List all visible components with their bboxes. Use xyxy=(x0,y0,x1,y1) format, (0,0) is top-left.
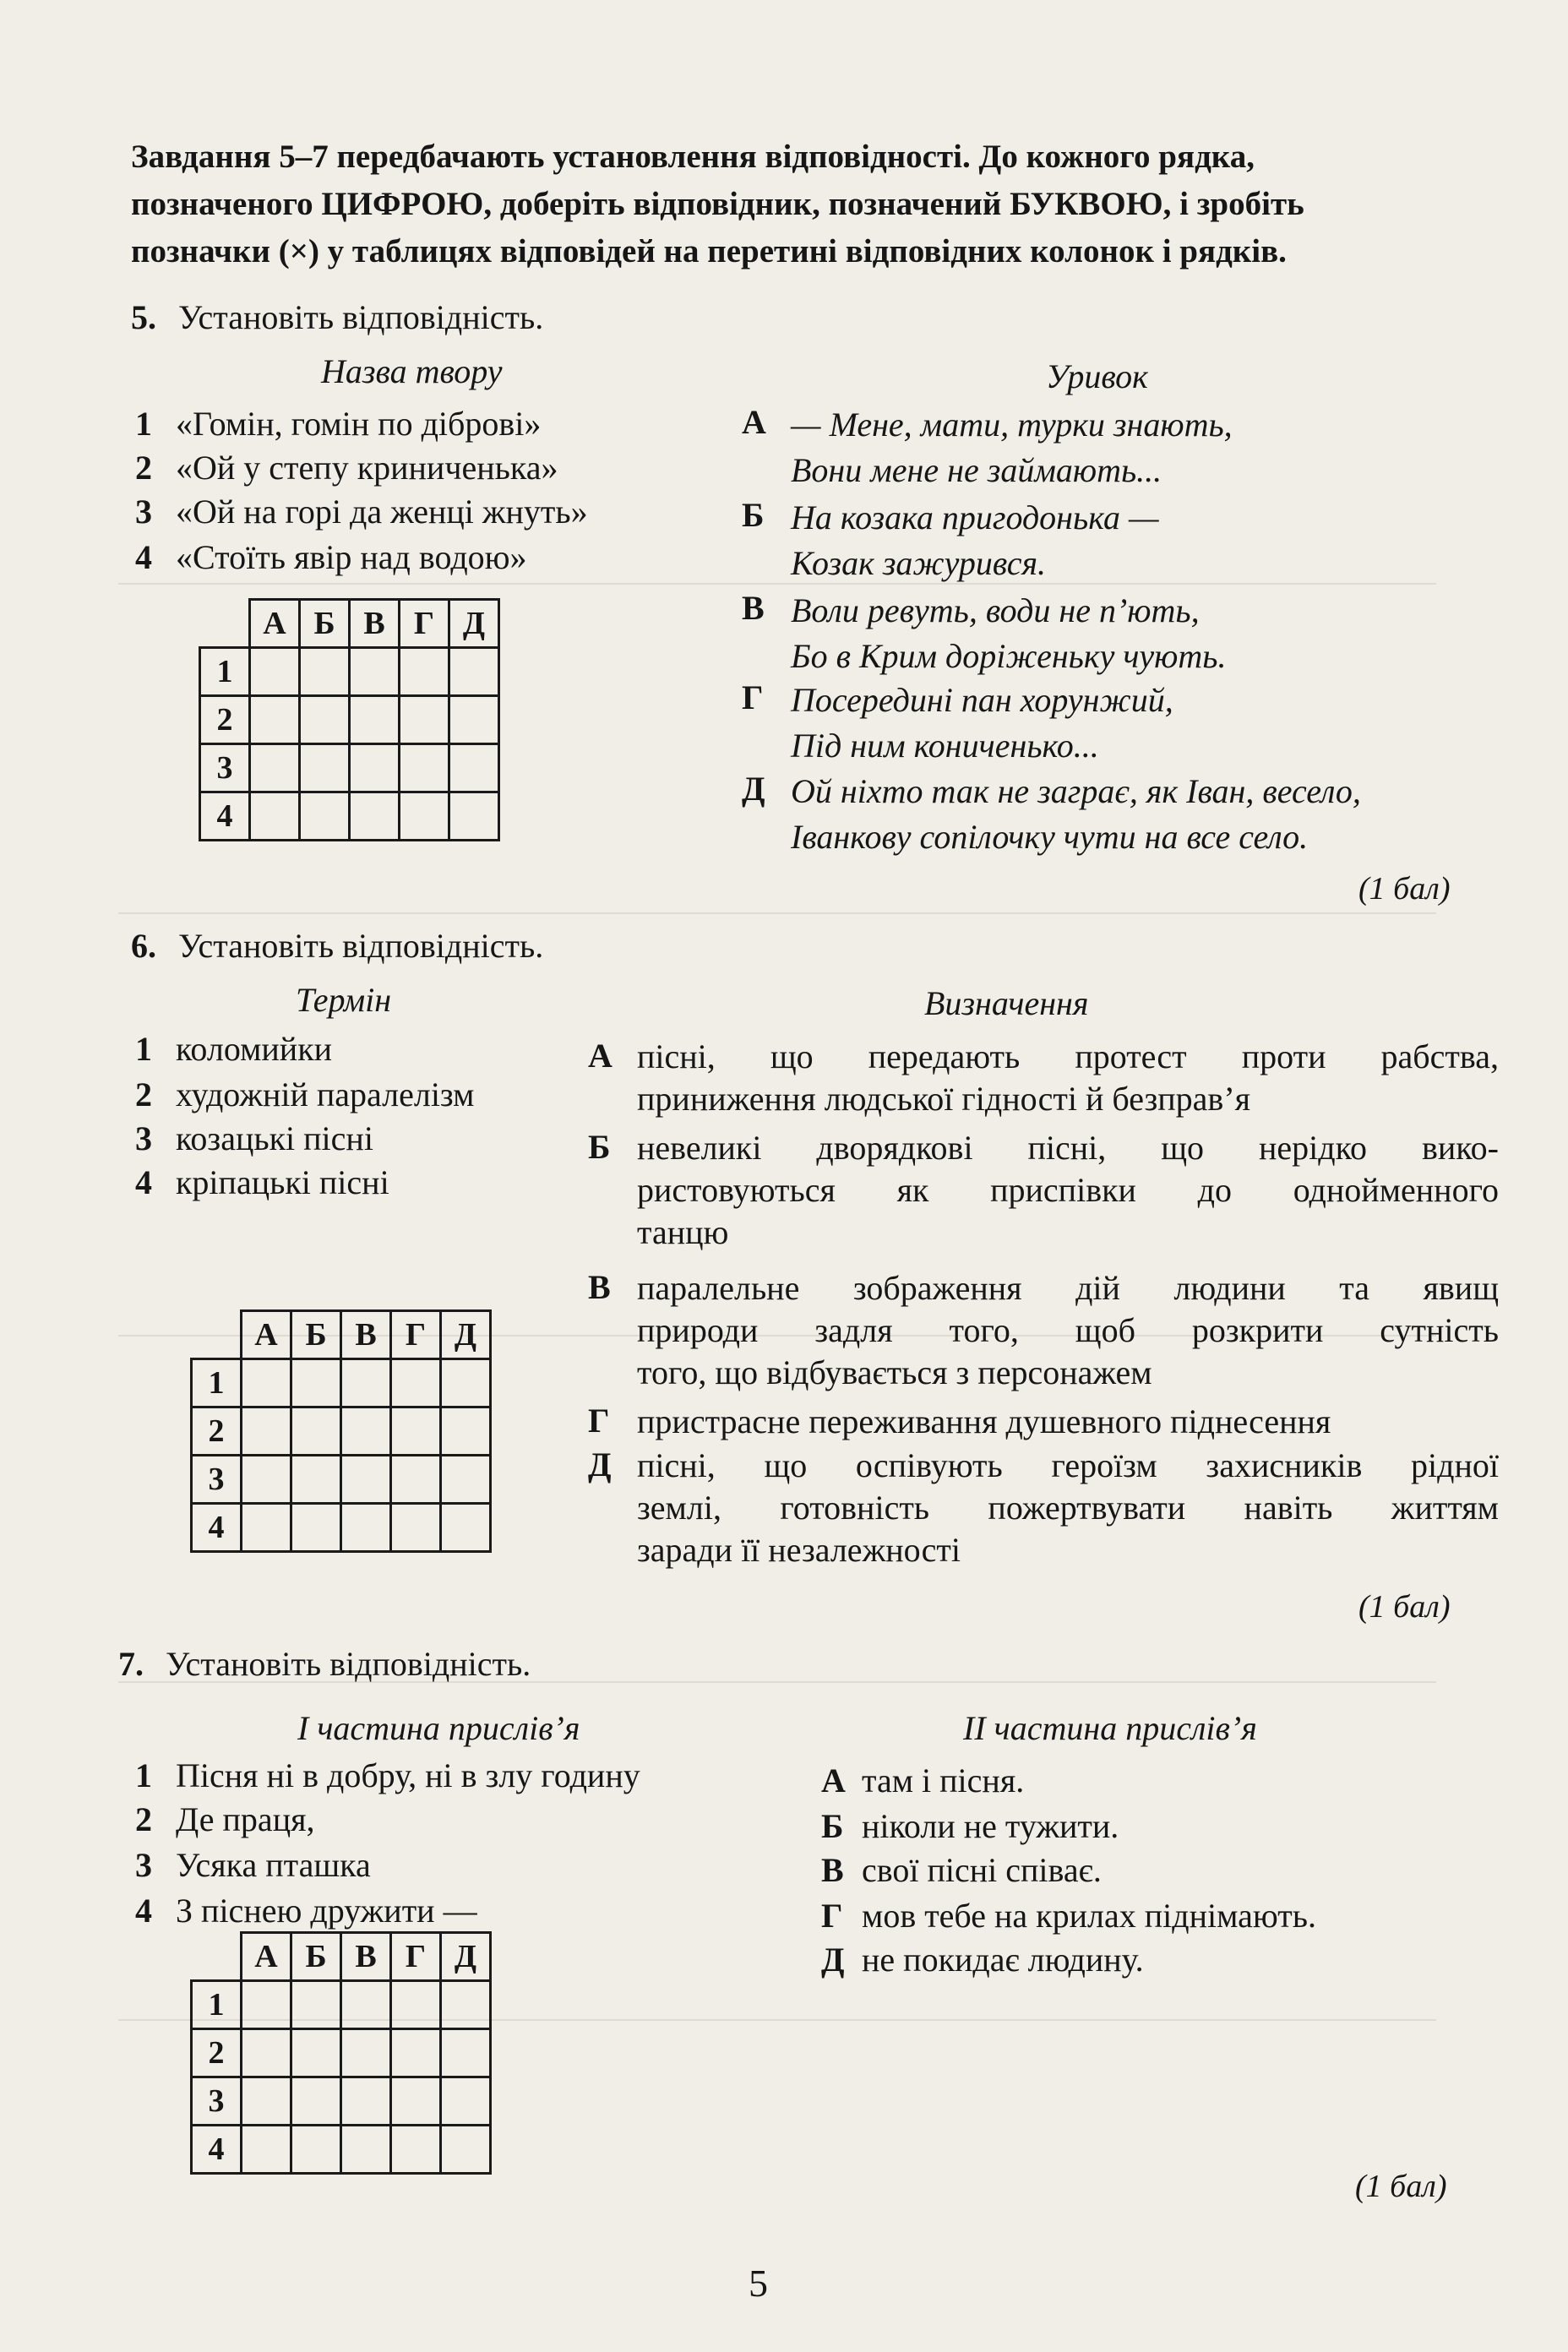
answer-cell[interactable] xyxy=(242,1359,291,1407)
answer-cell[interactable] xyxy=(350,744,400,792)
task7-left-header: I частина прислів’я xyxy=(297,1709,580,1747)
grid-col-header: В xyxy=(341,1933,391,1981)
answer-cell[interactable] xyxy=(242,1456,291,1504)
answer-cell[interactable] xyxy=(250,696,300,744)
task5-left-header: Назва твору xyxy=(321,352,503,390)
grid-row-header: 4 xyxy=(200,792,250,841)
instructions-line: позначеного ЦИФРОЮ, доберіть відповідник, позначений БУКВОЮ, і зробіть xyxy=(131,186,1304,222)
answer-cell[interactable] xyxy=(400,696,449,744)
grid-row-header: 3 xyxy=(192,1456,242,1504)
grid-col-header: Д xyxy=(449,600,499,648)
task7-item: 1 Пісня ні в добру, ні в злу годину xyxy=(135,1756,640,1794)
grid-row-header: 1 xyxy=(192,1359,242,1407)
answer-cell[interactable] xyxy=(391,1359,441,1407)
task7-option-b: Б ніколи не тужити. xyxy=(821,1807,1119,1845)
instructions-line: позначки (×) у таблицях відповідей на перетині відповідних колонок і рядків. xyxy=(131,233,1287,270)
task7-answer-grid xyxy=(190,1931,492,2175)
answer-cell[interactable] xyxy=(391,2029,441,2077)
answer-cell[interactable] xyxy=(291,1504,341,1552)
task7-heading xyxy=(118,1644,531,1684)
grid-col-header: А xyxy=(250,600,300,648)
task5-heading xyxy=(131,297,543,337)
grid-row-header: 3 xyxy=(200,744,250,792)
answer-cell[interactable] xyxy=(441,2126,491,2174)
answer-cell[interactable] xyxy=(300,648,350,696)
grid-col-header: Д xyxy=(441,1311,491,1359)
task6-right-header: Визначення xyxy=(924,984,1089,1022)
answer-cell[interactable] xyxy=(441,2077,491,2126)
answer-cell[interactable] xyxy=(441,1407,491,1456)
answer-cell[interactable] xyxy=(449,696,499,744)
task6-score: (1 бал) xyxy=(1358,1589,1451,1625)
grid-col-header: В xyxy=(350,600,400,648)
task5-item: 4 «Стоїть явір над водою» xyxy=(135,538,527,576)
task7-item: 4 З піснею дружити — xyxy=(135,1892,477,1930)
answer-cell[interactable] xyxy=(449,744,499,792)
answer-cell[interactable] xyxy=(441,1981,491,2029)
grid-row-header: 1 xyxy=(192,1981,242,2029)
answer-cell[interactable] xyxy=(400,648,449,696)
answer-cell[interactable] xyxy=(291,2077,341,2126)
task7-item: 2 Де праця, xyxy=(135,1800,315,1838)
answer-cell[interactable] xyxy=(341,2126,391,2174)
task6-item: 4 кріпацькі пісні xyxy=(135,1163,389,1201)
grid-col-header: Г xyxy=(400,600,449,648)
answer-cell[interactable] xyxy=(449,648,499,696)
answer-cell[interactable] xyxy=(441,1456,491,1504)
task6-item: 2 художній паралелізм xyxy=(135,1075,475,1113)
answer-cell[interactable] xyxy=(391,1456,441,1504)
answer-cell[interactable] xyxy=(441,1504,491,1552)
grid-row-header: 4 xyxy=(192,2126,242,2174)
answer-cell[interactable] xyxy=(391,1407,441,1456)
task7-option-a: А там і пісня. xyxy=(821,1761,1025,1799)
grid-col-header: А xyxy=(242,1311,291,1359)
task7-title: Установіть відповідність. xyxy=(166,1645,531,1683)
task6-heading xyxy=(131,926,543,966)
answer-cell[interactable] xyxy=(341,1456,391,1504)
answer-cell[interactable] xyxy=(291,1359,341,1407)
grid-row-header: 1 xyxy=(200,648,250,696)
grid-row-header: 3 xyxy=(192,2077,242,2126)
worksheet-page: Завдання 5–7 передбачають установлення відповідності. До кожного рядка, позначеного ЦИФРОЮ, доберіть відповідник, позначений БУКВОЮ, і зробіть позначки (×) у таблицях відповідей на перетині відповідних колонок і рядків. 5. Установіть відповідність. Назва твору Уривок 1 «Гомін, гомін по діброві» 2 «Ой у степу криниченька» 3 «Ой на горі да женці жнуть» 4 «Стоїть явір над водою» А — Мене, мати, турки знають, Вони мене не займають... Б На козака пригодонька — Козак зажурився. В Воли ревуть, води не п’ють, Бо в Крим доріженьку чують. Г Посередині пан хорунжий, Під ним кониченько... Д Ой ніхто так не заграє, як Іван, весело, Іванкову сопілочку чути на все село. (1 бал) А Б В Г Д 1 2 3 4 6. Установіть відповідність. Термін Визначення 1 коломийки 2 художній паралелізм 3 козацькі пісні 4 кріпацькі пісні А пісні, що передають протест проти рабства, приниження людської гідності й безправ’я Б невеликі дворядкові пісні, що нерідко вико- ристовуються як приспівки до однойменного танцю В паралельне зображення дій людини та явищ природи задля того, щоб розкрити сутність того, що відбувається з персонажем Г пристрасне переживання душевного піднесення Д пісні, що оспівують героїзм захисників рідної землі, готовність пожертвувати навіть життям заради її незалежності (1 бал) А Б В Г Д 1 2 3 4 7. Установіть відповідність. I частина прислів’я II частина прислів’я 1 Пісня ні в добру, ні в злу годину 2 Де праця, 3 Усяка пташка 4 З піснею дружити — А там і пісня. Б ніколи не тужити. В свої пісні співає. Г мов тебе на крилах піднімають. Д не покидає людину. А Б В Г Д 1 2 3 4 (1 бал) 5 xyxy=(0,0,1568,2352)
grid-col-header: Г xyxy=(391,1311,441,1359)
answer-cell[interactable] xyxy=(350,648,400,696)
answer-cell[interactable] xyxy=(250,648,300,696)
instructions xyxy=(131,133,1483,275)
task5-number: 5. xyxy=(131,298,156,336)
answer-cell[interactable] xyxy=(391,1981,441,2029)
task7-option-d: Г мов тебе на крилах піднімають. xyxy=(821,1897,1316,1935)
answer-cell[interactable] xyxy=(250,744,300,792)
grid-col-header: А xyxy=(242,1933,291,1981)
grid-col-header: Д xyxy=(441,1933,491,1981)
answer-cell[interactable] xyxy=(242,2126,291,2174)
instructions-line: Завдання 5–7 передбачають установлення відповідності. До кожного рядка, xyxy=(131,139,1255,175)
answer-cell[interactable] xyxy=(250,792,300,841)
task7-number: 7. xyxy=(118,1645,144,1683)
answer-cell[interactable] xyxy=(300,696,350,744)
task5-right-header: Уривок xyxy=(1046,357,1148,395)
task6-title: Установіть відповідність. xyxy=(178,927,544,965)
grid-col-header: Г xyxy=(391,1933,441,1981)
answer-cell[interactable] xyxy=(291,1981,341,2029)
answer-cell[interactable] xyxy=(242,2077,291,2126)
answer-cell[interactable] xyxy=(391,2077,441,2126)
answer-cell[interactable] xyxy=(400,744,449,792)
answer-cell[interactable] xyxy=(341,1359,391,1407)
task6-left-header: Термін xyxy=(296,981,392,1019)
grid-col-header: Б xyxy=(300,600,350,648)
task7-right-header: II частина прислів’я xyxy=(963,1709,1257,1747)
grid-row-header: 2 xyxy=(192,1407,242,1456)
answer-cell[interactable] xyxy=(300,744,350,792)
task5-answer-grid xyxy=(199,598,500,841)
answer-cell[interactable] xyxy=(291,1407,341,1456)
answer-cell[interactable] xyxy=(242,1504,291,1552)
answer-cell[interactable] xyxy=(391,2126,441,2174)
answer-cell[interactable] xyxy=(291,1456,341,1504)
answer-cell[interactable] xyxy=(242,2029,291,2077)
answer-cell[interactable] xyxy=(341,1981,391,2029)
grid-col-header: В xyxy=(341,1311,391,1359)
task6-item: 3 козацькі пісні xyxy=(135,1119,373,1157)
task6-number: 6. xyxy=(131,927,156,965)
answer-cell[interactable] xyxy=(300,792,350,841)
answer-cell[interactable] xyxy=(350,696,400,744)
answer-cell[interactable] xyxy=(441,1359,491,1407)
answer-cell[interactable] xyxy=(391,1504,441,1552)
task6-item: 1 коломийки xyxy=(135,1030,333,1068)
answer-cell[interactable] xyxy=(341,2077,391,2126)
task7-option-e: Д не покидає людину. xyxy=(821,1941,1144,1979)
answer-cell[interactable] xyxy=(291,2029,341,2077)
task5-score: (1 бал) xyxy=(1358,871,1451,906)
answer-cell[interactable] xyxy=(341,2029,391,2077)
answer-cell[interactable] xyxy=(449,792,499,841)
task6-answer-grid xyxy=(190,1309,492,1553)
grid-row-header: 2 xyxy=(192,2029,242,2077)
grid-row-header: 2 xyxy=(200,696,250,744)
answer-cell[interactable] xyxy=(242,1407,291,1456)
grid-col-header: Б xyxy=(291,1933,341,1981)
task5-title: Установіть відповідність. xyxy=(178,298,544,336)
grid-col-header: Б xyxy=(291,1311,341,1359)
page-number: 5 xyxy=(749,2262,768,2305)
answer-cell[interactable] xyxy=(441,2029,491,2077)
task7-item: 3 Усяка пташка xyxy=(135,1846,371,1884)
task7-score: (1 бал) xyxy=(1355,2169,1447,2204)
answer-cell[interactable] xyxy=(350,792,400,841)
task7-option-c: В свої пісні співає. xyxy=(821,1851,1102,1889)
answer-cell[interactable] xyxy=(341,1504,391,1552)
answer-cell[interactable] xyxy=(242,1981,291,2029)
task5-item: 1 «Гомін, гомін по діброві» xyxy=(135,405,542,443)
task5-item: 2 «Ой у степу криниченька» xyxy=(135,449,558,487)
grid-row-header: 4 xyxy=(192,1504,242,1552)
task5-item: 3 «Ой на горі да женці жнуть» xyxy=(135,493,588,531)
answer-cell[interactable] xyxy=(291,2126,341,2174)
answer-cell[interactable] xyxy=(341,1407,391,1456)
answer-cell[interactable] xyxy=(400,792,449,841)
